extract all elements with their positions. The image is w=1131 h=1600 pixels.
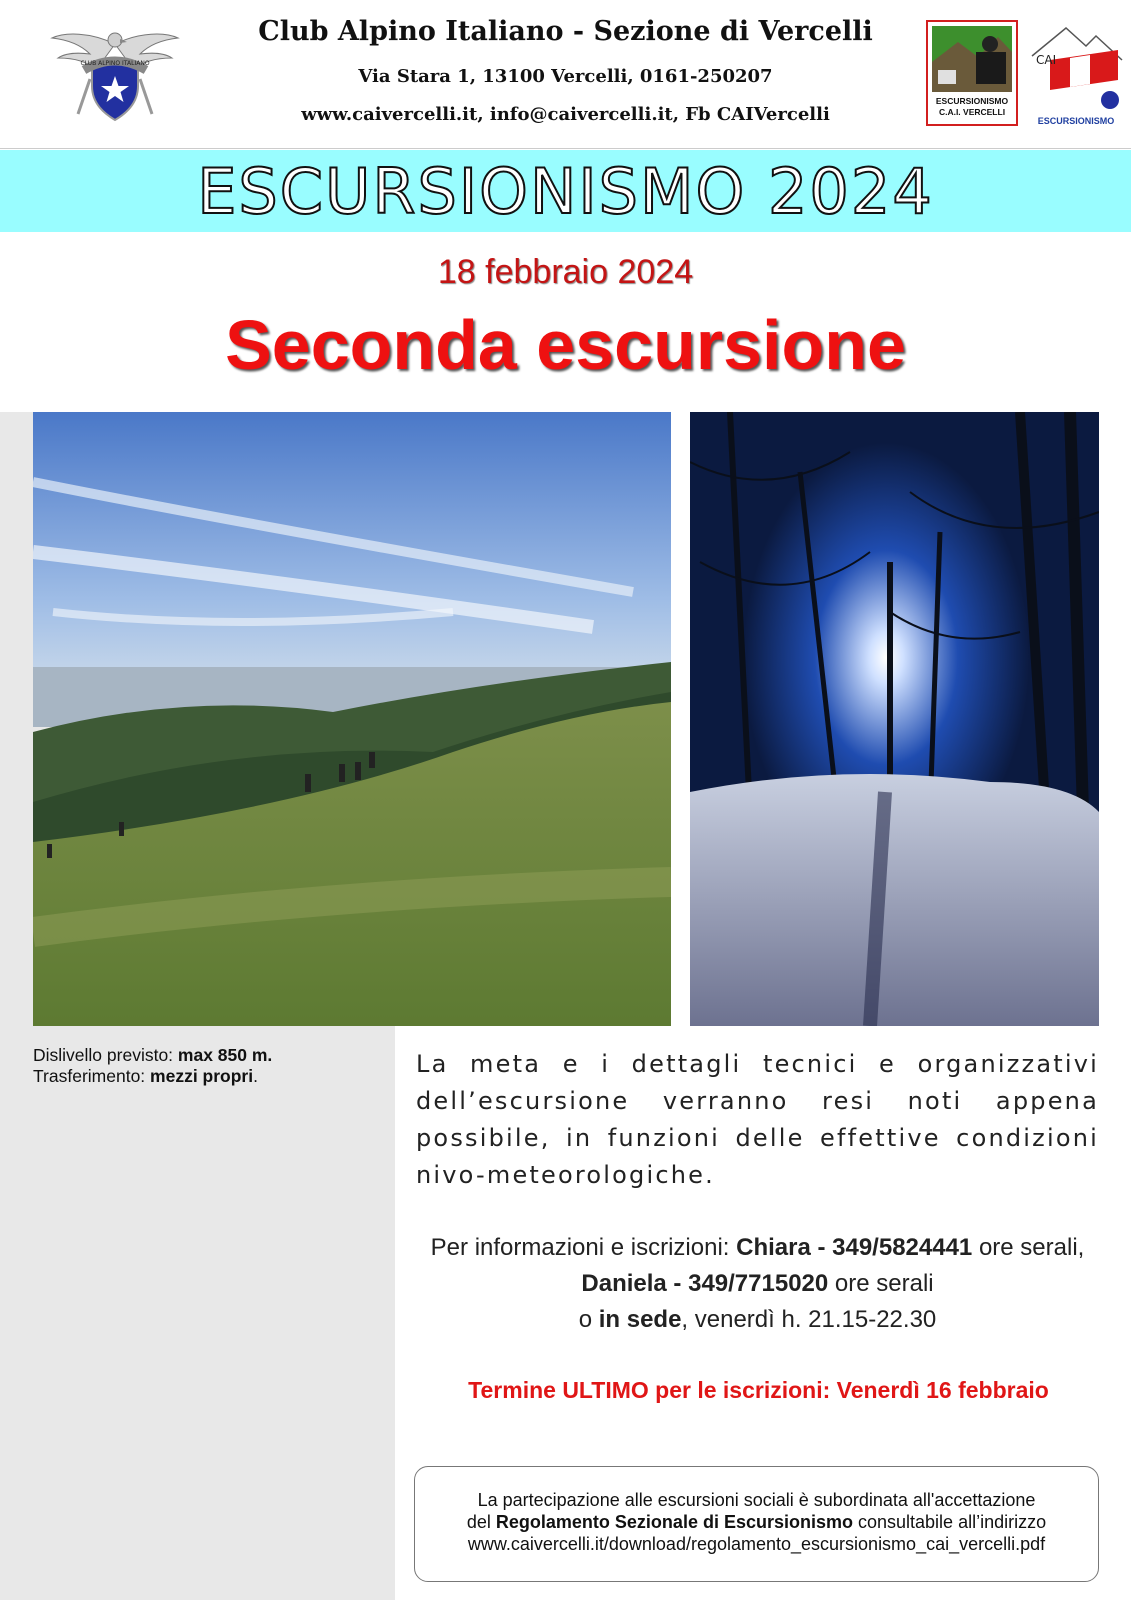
club-address: Via Stara 1, 13100 Vercelli, 0161-250207 — [358, 66, 773, 87]
in-sede: in sede — [598, 1306, 682, 1333]
snowy-forest-photo — [690, 412, 1099, 1026]
club-contacts: www.caivercelli.it, info@caivercelli.it, Fb CAIVercelli — [301, 104, 830, 125]
rules-text: La partecipazione alle escursioni sociali è subordinata all'accettazione del Regolamento Sezionale di Escursionismo consultabile all’indirizzo www.caivercelli.it/download/regolamento_escursionismo_cai_vercelli.pdf — [414, 1489, 1099, 1555]
registration-deadline: Termine ULTIMO per le iscrizioni: Venerdì 16 febbraio — [468, 1377, 1049, 1403]
description-paragraph: La meta e i dettagli tecnici e organizzativi dell’escursione verranno resi noti appena possibile, in funzioni delle effettive condizioni nivo-meteorologiche. — [416, 1050, 1099, 1189]
svg-text:ESCURSIONISMO: ESCURSIONISMO — [935, 96, 1009, 106]
banner-title: ESCURSIONISMO 2024 — [197, 155, 934, 228]
event-date: 18 febbraio 2024 — [437, 253, 694, 291]
dislivello-value: max 850 m. — [177, 1045, 273, 1065]
meadow-hikers-photo — [33, 412, 671, 1026]
trip-info — [33, 1045, 383, 1087]
trasferimento-value: mezzi propri — [150, 1066, 254, 1086]
regolamento-name: Regolamento Sezionale di Escursionismo — [495, 1512, 853, 1532]
cai-escursionismo-logo — [1026, 20, 1126, 126]
dislivello-line: Dislivello previsto: max 850 m. — [33, 1045, 273, 1065]
regolamento-url[interactable]: www.caivercelli.it/download/regolamento_escursionismo_cai_vercelli.pdf — [467, 1534, 1046, 1554]
trasferimento-line: Trasferimento: mezzi propri. — [33, 1066, 258, 1086]
svg-text:C.A.I. VERCELLI: C.A.I. VERCELLI — [938, 107, 1006, 117]
contact-daniela: Daniela - 349/7715020 — [581, 1270, 829, 1297]
event-title: Seconda escursione — [225, 306, 906, 384]
contacts-paragraph: Per informazioni e iscrizioni: Chiara - 349/5824441 ore serali, Daniela - 349/7715020 ore serali o in sede, venerdì h. 21.15-22.30 — [430, 1234, 1085, 1333]
svg-text:CLUB ALPINO ITALIANO: CLUB ALPINO ITALIANO — [80, 60, 150, 67]
svg-text:ESCURSIONISMO: ESCURSIONISMO — [1037, 116, 1115, 126]
contact-chiara: Chiara - 349/5824441 — [736, 1234, 973, 1261]
escursionismo-vercelli-logo — [926, 20, 1018, 126]
svg-text:CAI: CAI — [1036, 53, 1057, 67]
club-name: Club Alpino Italiano - Sezione di Vercelli — [258, 16, 873, 47]
